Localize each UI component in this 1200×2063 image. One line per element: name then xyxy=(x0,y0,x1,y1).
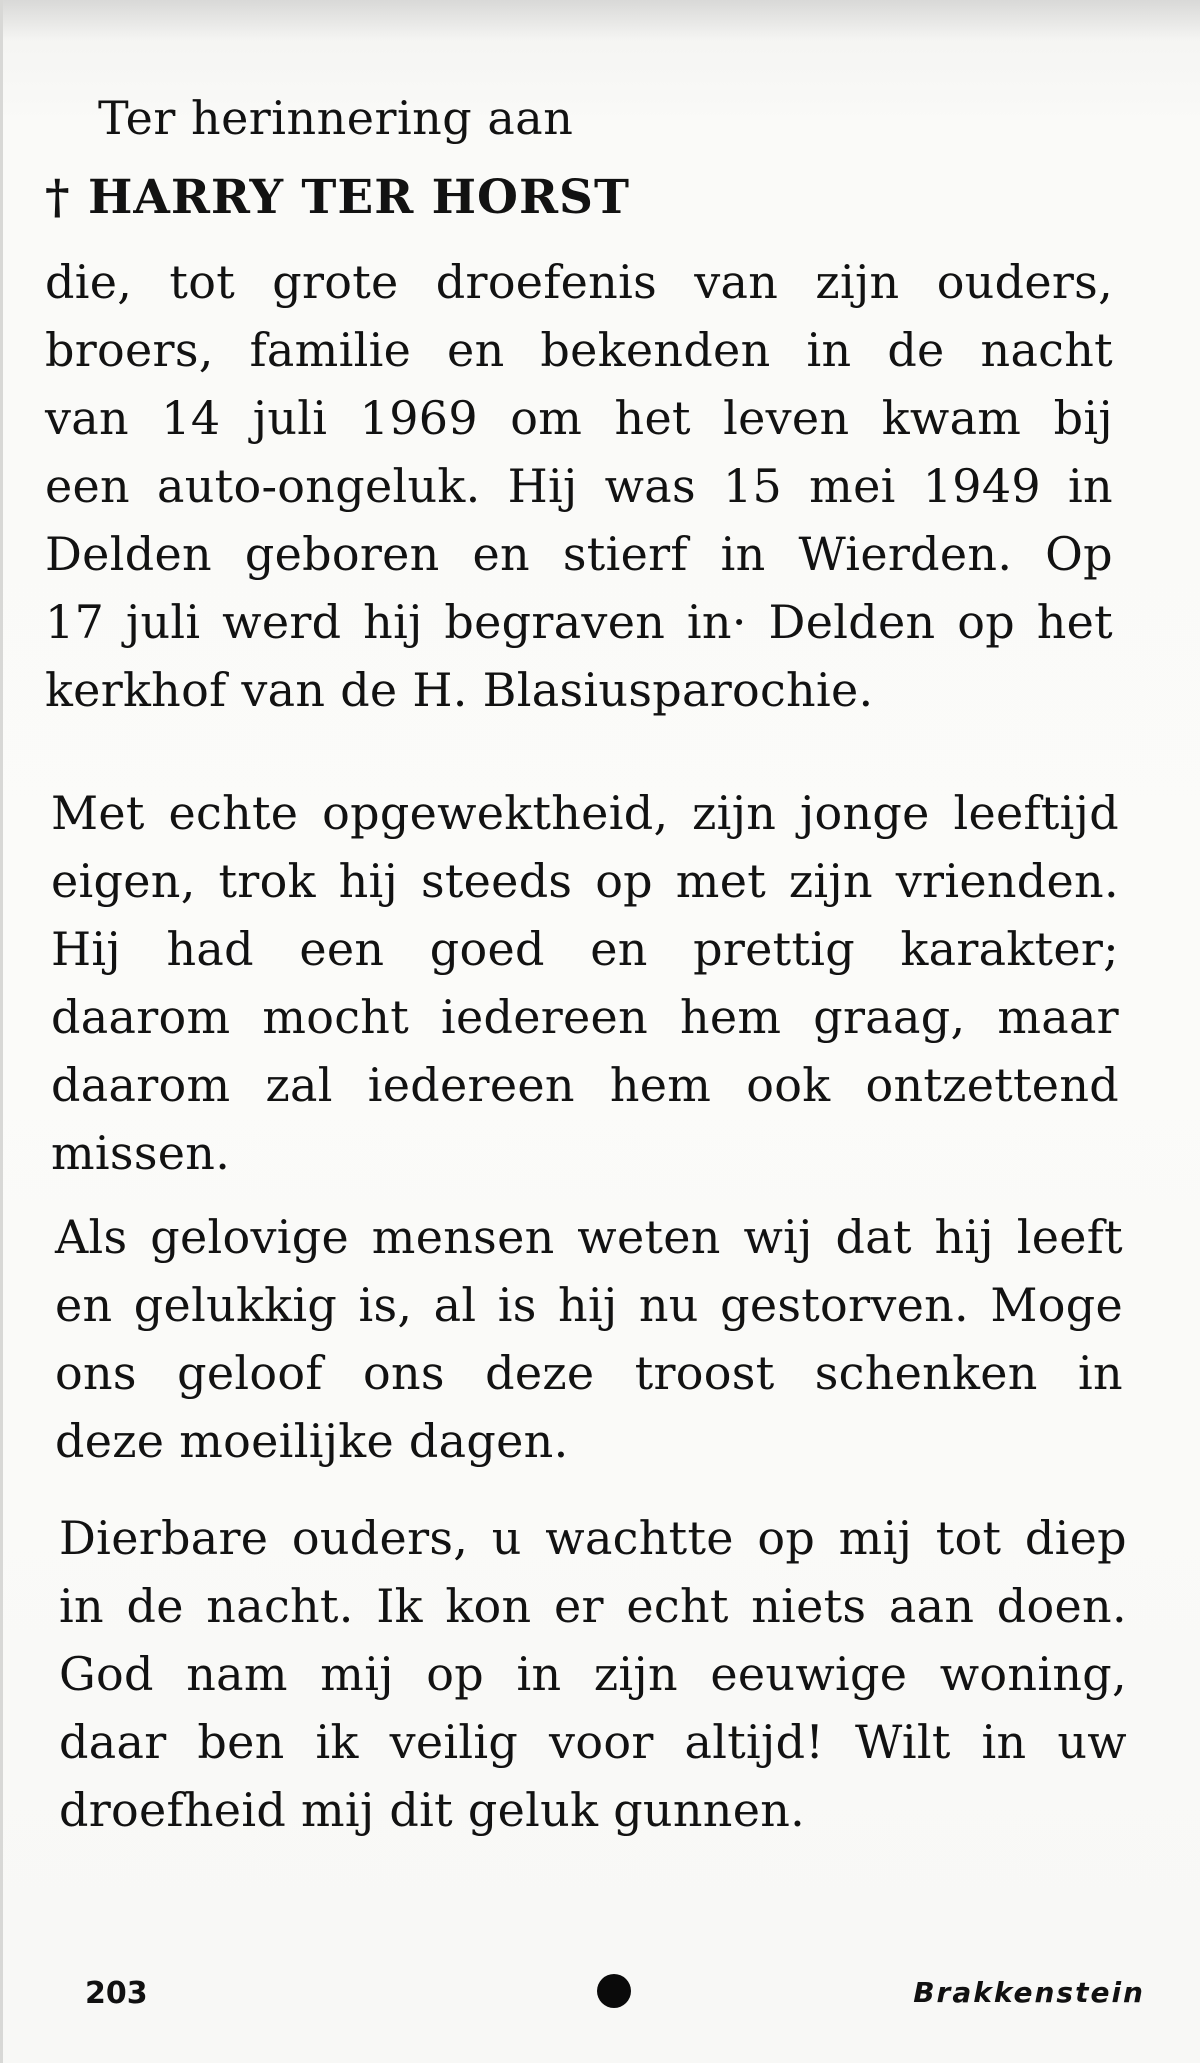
word: had xyxy=(166,922,254,976)
word: iedereen xyxy=(367,1058,575,1112)
word: leeft xyxy=(1016,1210,1123,1264)
word: karakter; xyxy=(900,922,1119,976)
word: en xyxy=(472,527,530,581)
word: mij xyxy=(838,1511,913,1565)
word: maar xyxy=(997,990,1119,1044)
word: geboren xyxy=(244,527,440,581)
word: zijn xyxy=(788,854,873,908)
word: en xyxy=(55,1278,113,1332)
word: in xyxy=(806,323,852,377)
word: Wilt xyxy=(855,1715,951,1769)
word: Ik xyxy=(376,1579,423,1633)
word: hij xyxy=(363,595,423,649)
word: zijn xyxy=(593,1647,678,1701)
word: Delden xyxy=(45,527,212,581)
paragraph-2-line-4 xyxy=(51,987,1119,1047)
word: gelukkig xyxy=(133,1278,338,1332)
word: graag, xyxy=(813,990,966,1044)
word: nacht. xyxy=(206,1579,354,1633)
word: woning, xyxy=(939,1647,1127,1701)
word: droefenis xyxy=(435,255,658,309)
paragraph-3-line-3 xyxy=(55,1343,1123,1403)
word: ontzettend xyxy=(865,1058,1119,1112)
word: Dierbare xyxy=(59,1511,269,1565)
word: juli xyxy=(252,391,328,445)
word: veilig xyxy=(389,1715,519,1769)
word: 1949 xyxy=(922,459,1041,513)
word: echte xyxy=(168,786,299,840)
word: altijd! xyxy=(684,1715,825,1769)
word: begraven xyxy=(444,595,666,649)
word: leeftijd xyxy=(953,786,1119,840)
word: stierf xyxy=(562,527,688,581)
word: mei xyxy=(809,459,896,513)
word: een xyxy=(299,922,385,976)
word: troost xyxy=(634,1346,775,1400)
word: daarom xyxy=(51,990,231,1044)
word: God xyxy=(59,1647,154,1701)
word: tot xyxy=(935,1511,1002,1565)
word: op xyxy=(757,1511,816,1565)
publisher-brand: Brakkenstein xyxy=(913,1976,1145,2009)
word: zijn xyxy=(692,786,777,840)
word: auto-ongeluk. xyxy=(157,459,481,513)
paragraph-2-line-3 xyxy=(51,919,1119,979)
word: gestorven. xyxy=(720,1278,969,1332)
word: 1969 xyxy=(359,391,478,445)
paragraph-2-line-1 xyxy=(51,783,1119,843)
word: gelovige xyxy=(150,1210,350,1264)
word: in xyxy=(981,1715,1027,1769)
word: ouders, xyxy=(291,1511,469,1565)
word: kwam xyxy=(881,391,1022,445)
deceased-name: HARRY TER HORST xyxy=(87,170,630,225)
word: nacht xyxy=(980,323,1113,377)
paragraph-4-line-5: droefheid mij dit geluk gunnen. xyxy=(59,1783,806,1837)
word: in xyxy=(720,527,766,581)
word: ben xyxy=(197,1715,285,1769)
word: mensen xyxy=(371,1210,555,1264)
paragraph-1-line-1 xyxy=(45,252,1113,312)
word: hij xyxy=(338,854,399,908)
word: het xyxy=(1036,595,1113,649)
word: Hij xyxy=(51,922,121,976)
word: Als xyxy=(55,1210,128,1264)
word: in xyxy=(1078,1346,1123,1400)
bullet-dot-icon xyxy=(597,1974,631,2008)
paragraph-1-line-6 xyxy=(45,592,1113,652)
word: iedereen xyxy=(440,990,649,1044)
footer xyxy=(3,1968,1200,2028)
word: kon xyxy=(445,1579,532,1633)
word: in xyxy=(59,1579,104,1633)
deceased-name-line xyxy=(45,168,630,228)
intro-line: Ter herinnering aan xyxy=(98,91,574,145)
word: is, xyxy=(358,1278,413,1332)
word: en xyxy=(447,323,505,377)
word: schenken xyxy=(814,1346,1038,1400)
word: wachtte xyxy=(545,1511,734,1565)
word: aan xyxy=(888,1579,975,1633)
paragraph-1-line-7: kerkhof van de H. Blasiusparochie. xyxy=(45,663,874,717)
paragraph-1-line-3 xyxy=(45,388,1113,448)
word: in xyxy=(516,1647,562,1701)
word: trok xyxy=(218,854,316,908)
word: grote xyxy=(272,255,399,309)
word: om xyxy=(510,391,583,445)
word: op xyxy=(957,595,1015,649)
word: niets xyxy=(751,1579,867,1633)
word: op xyxy=(595,854,653,908)
word: van xyxy=(694,255,779,309)
paragraph-1-line-2 xyxy=(45,320,1113,380)
word: goed xyxy=(429,922,545,976)
paragraph-4-line-4 xyxy=(59,1712,1127,1772)
word: een xyxy=(45,459,130,513)
paragraph-2-line-2 xyxy=(51,851,1119,911)
word: deze xyxy=(485,1346,595,1400)
word: zal xyxy=(265,1058,333,1112)
word: bekenden xyxy=(540,323,771,377)
word: daarom xyxy=(51,1058,231,1112)
paragraph-4-line-1 xyxy=(59,1508,1127,1568)
word: Met xyxy=(51,786,145,840)
word: in· xyxy=(686,595,747,649)
word: ouders, xyxy=(936,255,1113,309)
word: familie xyxy=(249,323,412,377)
word: de xyxy=(126,1579,184,1633)
word: het xyxy=(614,391,691,445)
word: bij xyxy=(1053,391,1113,445)
word: hij xyxy=(934,1210,994,1264)
word: de xyxy=(887,323,945,377)
word: u xyxy=(491,1511,522,1565)
word: 17 xyxy=(45,595,105,649)
word: echt xyxy=(626,1579,729,1633)
word: ook xyxy=(746,1058,831,1112)
paragraph-4-line-2 xyxy=(59,1576,1127,1636)
word: vrienden. xyxy=(895,854,1119,908)
word: dat xyxy=(835,1210,912,1264)
word: hem xyxy=(609,1058,712,1112)
word: met xyxy=(675,854,767,908)
word: steeds xyxy=(420,854,573,908)
paragraph-1-line-4 xyxy=(45,456,1113,516)
word: Op xyxy=(1045,527,1113,581)
word: op xyxy=(426,1647,484,1701)
word: is xyxy=(497,1278,537,1332)
word: opgewektheid, xyxy=(322,786,669,840)
word: Moge xyxy=(990,1278,1123,1332)
word: er xyxy=(554,1579,604,1633)
word: hem xyxy=(679,990,782,1044)
word: 15 xyxy=(722,459,783,513)
cross-icon: † xyxy=(45,170,71,225)
word: mij xyxy=(320,1647,394,1701)
paragraph-3-line-1 xyxy=(55,1207,1123,1267)
word: weten xyxy=(577,1210,721,1264)
word: was xyxy=(604,459,696,513)
word: in xyxy=(1068,459,1113,513)
paragraph-2-line-6: missen. xyxy=(51,1126,231,1180)
word: broers, xyxy=(45,323,214,377)
word: uw xyxy=(1057,1715,1127,1769)
word: prettig xyxy=(693,922,856,976)
top-edge-shadow xyxy=(3,0,1200,40)
word: al xyxy=(433,1278,477,1332)
card-number: 203 xyxy=(85,1976,148,2011)
paragraph-1-line-5 xyxy=(45,524,1113,584)
paragraph-4-line-3 xyxy=(59,1644,1127,1704)
word: wij xyxy=(743,1210,813,1264)
word: Wierden. xyxy=(798,527,1013,581)
paragraph-2-line-5 xyxy=(51,1055,1119,1115)
word: van xyxy=(45,391,129,445)
word: voor xyxy=(549,1715,654,1769)
paragraph-3-line-4: deze moeilijke dagen. xyxy=(55,1414,569,1468)
word: die, xyxy=(45,255,133,309)
word: leven xyxy=(723,391,850,445)
word: zijn xyxy=(815,255,900,309)
word: werd xyxy=(222,595,342,649)
word: mocht xyxy=(262,990,410,1044)
word: jonge xyxy=(799,786,930,840)
word: diep xyxy=(1024,1511,1127,1565)
word: 14 xyxy=(161,391,221,445)
paragraph-3-line-2 xyxy=(55,1275,1123,1335)
word: eigen, xyxy=(51,854,196,908)
word: nam xyxy=(186,1647,288,1701)
word: hij xyxy=(558,1278,618,1332)
word: en xyxy=(590,922,648,976)
word: doen. xyxy=(996,1579,1127,1633)
word: Hij xyxy=(507,459,578,513)
word: juli xyxy=(125,595,201,649)
word: Delden xyxy=(768,595,936,649)
word: tot xyxy=(169,255,235,309)
word: geloof xyxy=(177,1346,323,1400)
word: ons xyxy=(363,1346,445,1400)
word: eeuwige xyxy=(710,1647,908,1701)
word: nu xyxy=(638,1278,699,1332)
word: daar xyxy=(59,1715,167,1769)
word: ons xyxy=(55,1346,137,1400)
word: ik xyxy=(315,1715,359,1769)
